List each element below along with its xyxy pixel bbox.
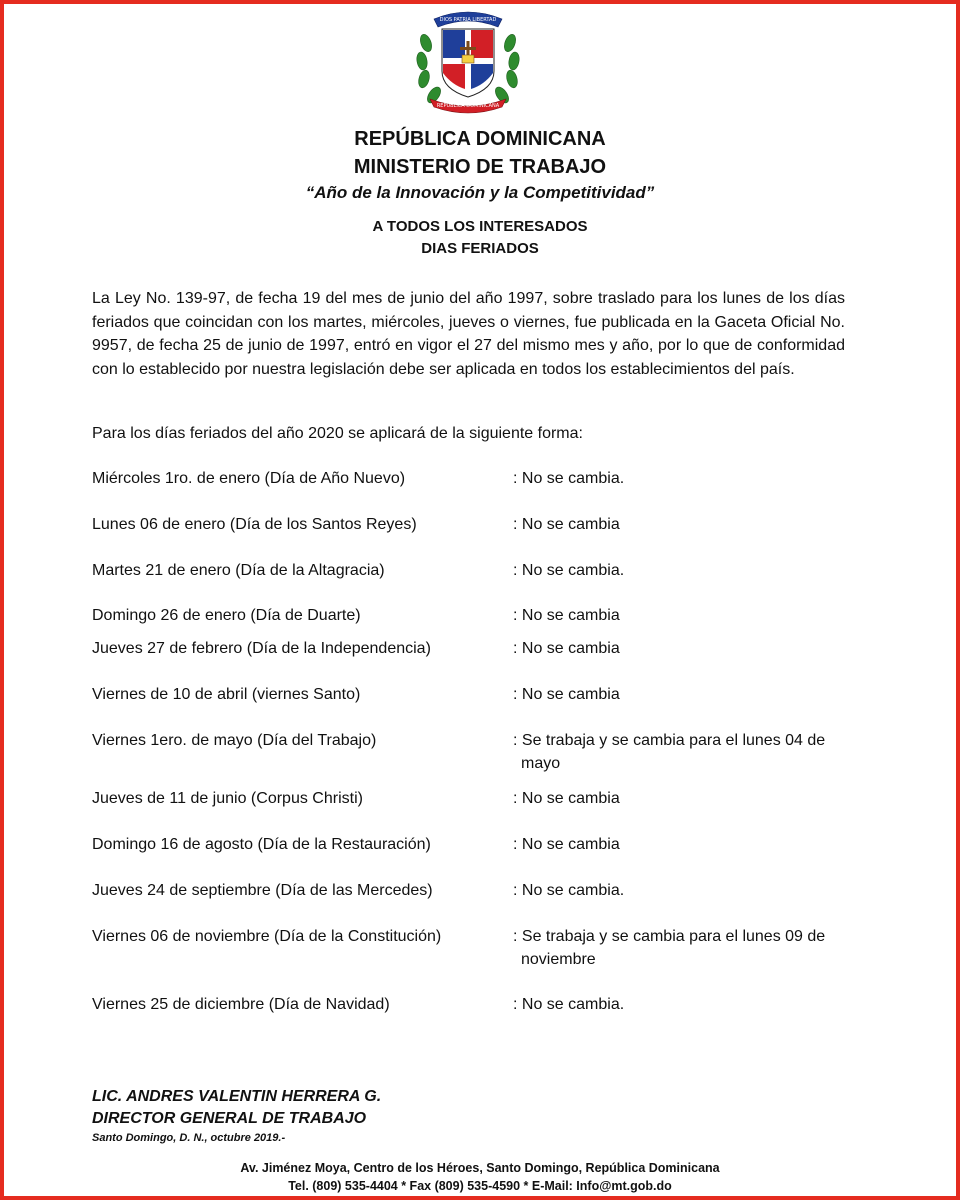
signatory-name: LIC. ANDRES VALENTIN HERRERA G. (92, 1088, 382, 1105)
audience-heading: A TODOS LOS INTERESADOS (372, 218, 588, 235)
holiday-date: Viernes 25 de diciembre (Día de Navidad) (92, 996, 390, 1013)
country-heading: REPÚBLICA DOMINICANA (354, 128, 606, 150)
subject-heading: DIAS FERIADOS (421, 240, 539, 257)
holiday-date: Viernes 1ero. de mayo (Día del Trabajo) (92, 732, 377, 749)
year-motto: “Año de la Innovación y la Competitividad” (305, 183, 655, 202)
footer-address: Av. Jiménez Moya, Centro de los Héroes, Santo Domingo, República Dominicana (240, 1161, 720, 1175)
holiday-date: Domingo 16 de agosto (Día de la Restauración) (92, 836, 431, 853)
holiday-status-continuation: noviembre (521, 951, 596, 968)
holiday-status: : Se trabaja y se cambia para el lunes 09 de (513, 928, 826, 945)
intro-paragraph: La Ley No. 139-97, de fecha 19 del mes de junio del año 1997, sobre traslado para los lunes de los días feriados que coincidan con los martes, miércoles, jueves o viernes, fue publicada en la Gaceta Oficial No. 9957, de fecha 25 de junio de 1997, entró en vigor el 27 del mismo mes y año, por lo que de conformidad con lo establecido por nuestra legislación debe ser aplicada en todos los establecimientos del país. (92, 290, 845, 378)
holiday-status: : Se trabaja y se cambia para el lunes 04 de (513, 732, 826, 749)
footer-contact: Tel. (809) 535-4404 * Fax (809) 535-4590 * E-Mail: Info@mt.gob.do (288, 1179, 672, 1193)
seal-name-ribbon: REPUBLICA DOMINICANA (436, 103, 500, 109)
holiday-status: : No se cambia (513, 836, 620, 853)
holiday-status: : No se cambia (513, 640, 620, 657)
ministry-heading: MINISTERIO DE TRABAJO (353, 156, 607, 178)
holiday-status-block (513, 729, 853, 775)
holiday-date: Jueves 24 de septiembre (Día de las Mercedes) (92, 882, 433, 899)
holiday-status: : No se cambia (513, 516, 620, 533)
signatory-title: DIRECTOR GENERAL DE TRABAJO (92, 1110, 367, 1127)
holiday-status: : No se cambia. (513, 470, 625, 487)
holiday-status: : No se cambia (513, 686, 620, 703)
holiday-date: Martes 21 de enero (Día de la Altagracia) (92, 562, 385, 579)
holiday-status: : No se cambia. (513, 562, 625, 579)
coat-of-arms-seal (412, 3, 524, 118)
holiday-status: : No se cambia. (513, 882, 625, 899)
place-and-date: Santo Domingo, D. N., octubre 2019.- (92, 1132, 286, 1144)
holiday-date: Miércoles 1ro. de enero (Día de Año Nuevo) (92, 470, 406, 487)
holiday-date: Jueves 27 de febrero (Día de la Independencia) (92, 640, 431, 657)
seal-motto-ribbon: DIOS PATRIA LIBERTAD (439, 17, 497, 23)
holiday-date: Lunes 06 de enero (Día de los Santos Reyes) (92, 516, 417, 533)
holiday-date: Viernes de 10 de abril (viernes Santo) (92, 686, 361, 703)
holiday-date: Domingo 26 de enero (Día de Duarte) (92, 607, 361, 624)
holiday-status-continuation: mayo (521, 755, 561, 772)
holiday-status-block (513, 925, 853, 971)
holiday-status: : No se cambia (513, 790, 620, 807)
holiday-status: : No se cambia (513, 607, 620, 624)
holiday-date: Jueves de 11 de junio (Corpus Christi) (92, 790, 363, 807)
holiday-date: Viernes 06 de noviembre (Día de la Constitución) (92, 928, 442, 945)
lead-paragraph: Para los días feriados del año 2020 se aplicará de la siguiente forma: (92, 425, 583, 442)
holiday-status: : No se cambia. (513, 996, 625, 1013)
